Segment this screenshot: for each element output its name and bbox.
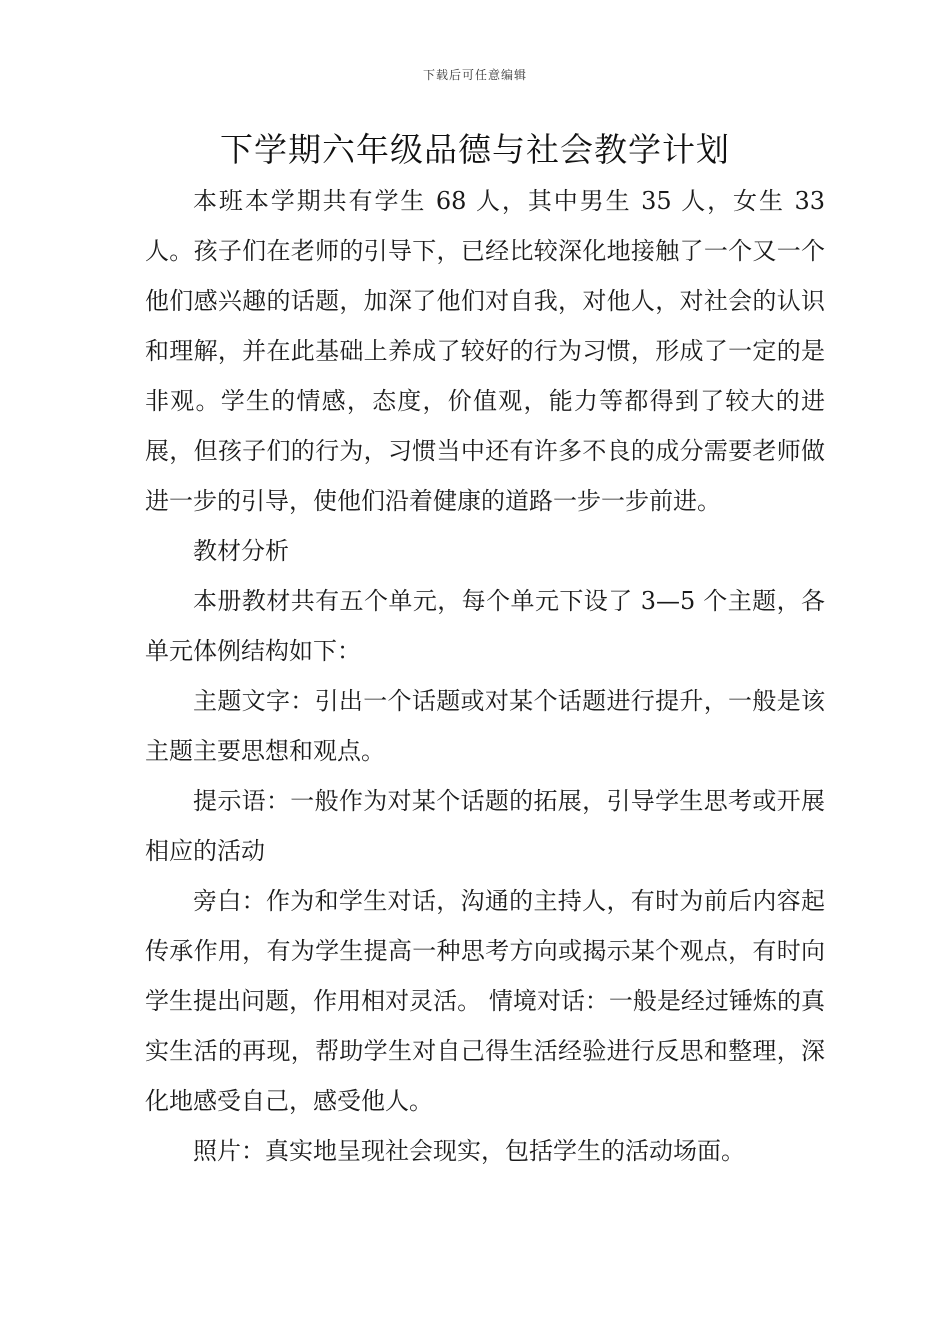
- paragraph-prompt: 提示语：一般作为对某个话题的拓展，引导学生思考或开展相应的活动: [145, 787, 825, 865]
- paragraph-textbook-structure: 本册教材共有五个单元，每个单元下设了 3—5 个主题，各单元体例结构如下：: [145, 587, 825, 665]
- header-note: 下载后可任意编辑: [422, 68, 527, 82]
- paragraph-theme-text: 主题文字：引出一个话题或对某个话题进行提升，一般是该主题主要思想和观点。: [145, 687, 825, 765]
- paragraph-class-overview: 本班本学期共有学生 68 人，其中男生 35 人，女生 33 人。孩子们在老师的引导下，已经比较深化地接触了一个又一个他们感兴趣的话题，加深了他们对自我，对他人，对社会的认识和理解，并在此基础上养成了较好的行为习惯，形成了一定的是非观。学生的情感，态度，价值观，能力等都得到了较大的进展，但孩子们的行为，习惯当中还有许多不良的成分需要老师做进一步的引导，使他们沿着健康的道路一步一步前进。: [145, 187, 825, 515]
- paragraph-photos: 照片：真实地呈现社会现实，包括学生的活动场面。: [193, 1137, 745, 1165]
- document-body: [145, 176, 825, 1176]
- paragraph-narration: 旁白：作为和学生对话，沟通的主持人，有时为前后内容起传承作用，有为学生提高一种思考方向或揭示某个观点，有时向学生提出问题，作用相对灵活。 情境对话：一般是经过锤炼的真实生活的再现，帮助学生对自己得生活经验进行反思和整理，深化地感受自己，感受他人。: [145, 887, 825, 1115]
- section-heading-textbook-analysis: 教材分析: [193, 537, 289, 565]
- document-title: 下学期六年级品德与社会教学计划: [220, 130, 730, 169]
